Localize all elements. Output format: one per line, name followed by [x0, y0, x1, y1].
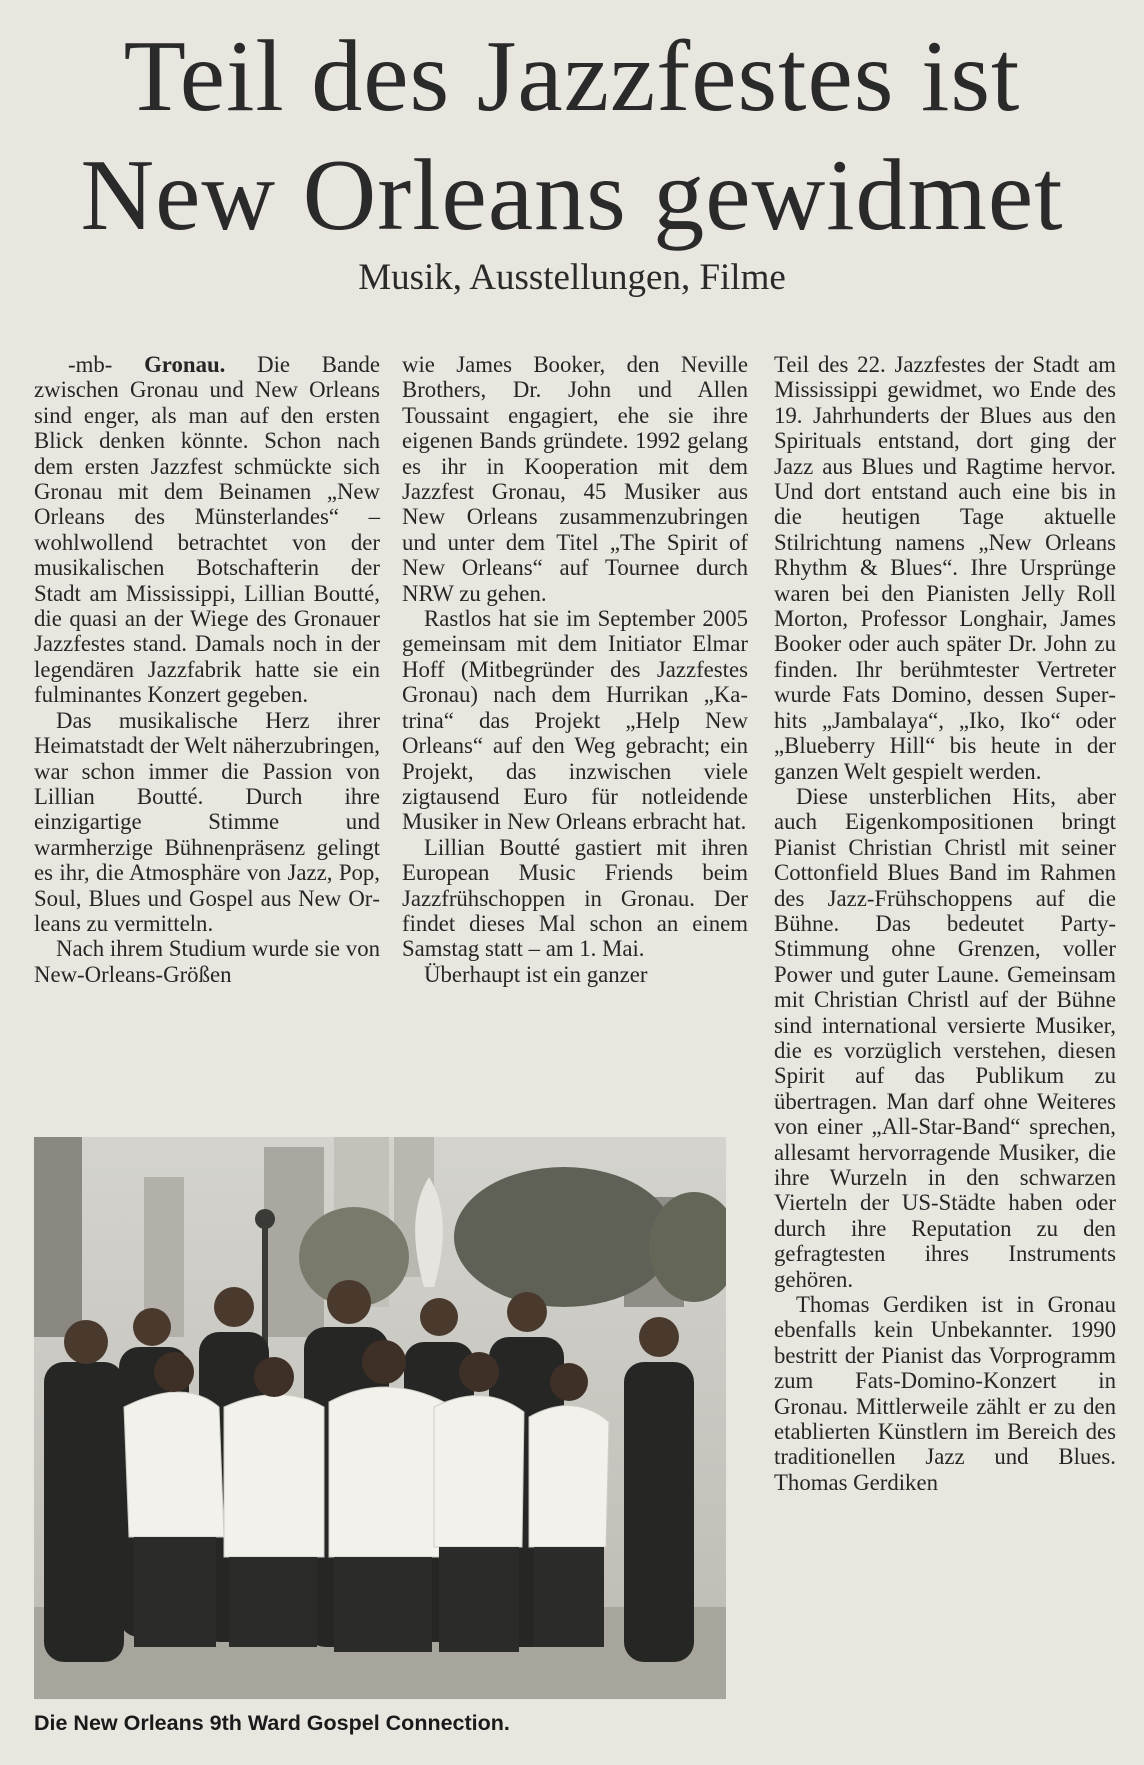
- article-column-3: [774, 352, 1116, 1495]
- article-paragraph: Diese unsterblichen Hits, aber auch Eigenkompositionen bringt Pianist Christian Christl mit seiner Cottonfield Blues Band im Rahmen des Jazz-Frühschoppens auf die Bühne. Das bedeutet Party-Stimmung ohne Grenzen, voller Power und guter Laune. Gemeinsam mit Christian Christl auf der Bühne sind international versierte Musiker, die es vorzüglich verstehen, diesen Spirit auf das Publikum zu übertragen. Man darf ohne Weiteres von einer „All-Star-Band“ sprechen, allesamt hervorragende Musiker, die ihre Wurzeln in den schwarzen Vierteln der US-Städte haben oder durch ihre Reputation zu den gefragtesten ihres Instruments gehören.: [774, 783, 1116, 1292]
- dateline: Gronau.: [144, 352, 226, 377]
- article-paragraph: [34, 352, 380, 708]
- group-photo-illustration: [34, 1137, 726, 1699]
- article-paragraph: Lillian Boutté gastiert mit ihren European Music Friends beim Jazzfrühschoppen in Gronau. Der findet dieses Mal schon an einem Samstag statt – am 1. Mai.: [402, 834, 748, 962]
- article-paragraph: Das musikalische Herz ihrer Heimatstadt der Welt näherzubringen, war schon immer die Passion von Lillian Boutté. Durch ihre einzigartige Stimme und warmherzige Bühnenpräsenz gelingt es ihr, die Atmosphäre von Jazz, Pop, Soul, Blues und Gospel aus New Orleans zu vermitteln.: [34, 707, 380, 936]
- article-column-2: [402, 352, 748, 987]
- article-column-1: [34, 352, 380, 987]
- article-paragraph: Nach ihrem Studium wurde sie von New-Orleans-Größen: [34, 936, 380, 987]
- article-paragraph: Rastlos hat sie im September 2005 gemeinsam mit dem Initiator Elmar Hoff (Mitbegründer des Jazzfestes Gronau) nach dem Hurrikan „Katrina“ das Projekt „Help New Orleans“ auf den Weg gebracht; ein Projekt, das inzwischen viele zigtausend Euro für notleidende Musiker in New Orleans erbracht hat.: [402, 606, 748, 835]
- article-paragraph: Teil des 22. Jazzfestes der Stadt am Mississippi gewidmet, wo Ende des 19. Jahrhunderts der Blues aus den Spirituals entstand, dort ging der Jazz aus Blues und Ragtime hervor. Und dort entstand auch eine bis in die heutigen Tage aktuelle Stilrichtung namens „New Orleans Rhythm & Blues“. Ihre Ursprünge waren bei den Pianisten Jelly Roll Morton, Professor Longhair, James Booker oder auch später Dr. John zu finden. Ihr berühmtester Vertreter wurde Fats Domino, dessen Superhits „Jambalaya“, „Iko, Iko“ oder „Blueberry Hill“ bis heute in der ganzen Welt gespielt werden.: [774, 352, 1116, 784]
- headline-line-2: New Orleans gewidmet: [80, 139, 1064, 252]
- subheadline: Musik, Ausstellungen, Filme: [358, 257, 786, 298]
- group-photo: [34, 1137, 726, 1699]
- paragraph-text: Die Bande zwischen Gronau und New Orleans sind enger, als man auf den ersten Blick denken könnte. Schon nach dem ersten Jazzfest schmückte sich Gronau mit dem Beinamen „New Orleans des Münsterlandes“ – wohlwollend betrachtet von der musikalischen Botschafterin der Stadt am Mississippi, Lillian Boutté, die quasi an der Wiege des Gronauer Jazzfestes stand. Damals noch in der legendären Jazzfabrik hatte sie ein fulminantes Konzert gegeben.: [34, 352, 380, 708]
- photo-caption: Die New Orleans 9th Ward Gospel Connection.: [34, 1711, 510, 1735]
- article-paragraph: Überhaupt ist ein ganzer: [424, 961, 648, 987]
- article-paragraph: wie James Booker, den Neville Brothers, Dr. John und Allen Toussaint engagiert, ehe sie ihre eigenen Bands gründete. 1992 gelang es ihr in Kooperation mit dem Jazzfest Gronau, 45 Musiker aus New Orleans zusammenzubringen und unter dem Titel „The Spirit of New Orleans“ auf Tournee durch NRW zu gehen.: [402, 352, 748, 606]
- article-paragraph: Thomas Gerdiken ist in Gronau ebenfalls kein Unbekannter. 1990 bestritt der Pianist das Vorprogramm zum Fats-Domino-Konzert in Gronau. Mittlerweile zählt er zu den etablierten Künstlern im Bereich des traditionellen Jazz und Blues. Thomas Gerdiken: [774, 1292, 1116, 1495]
- headline-line-1: Teil des Jazzfestes ist: [123, 20, 1021, 133]
- byline: -mb-: [68, 352, 145, 377]
